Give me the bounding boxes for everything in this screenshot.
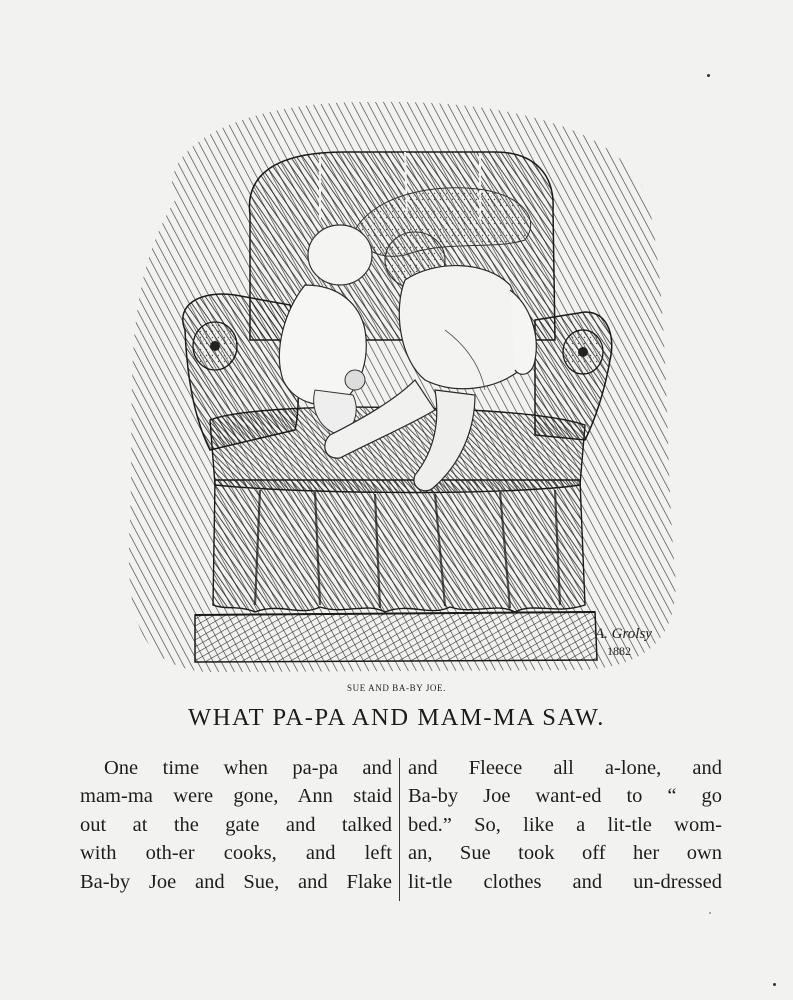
column-divider bbox=[399, 758, 400, 901]
armchair-drawing bbox=[115, 90, 685, 680]
svg-text:A. Grolsy: A. Grolsy bbox=[595, 626, 652, 642]
text-line: bed.” So, like a lit-tle wom- bbox=[408, 813, 722, 836]
text-line: Ba-by Joe and Sue, and Flake bbox=[80, 870, 392, 893]
illustration-caption: SUE AND BA-BY JOE. bbox=[347, 683, 446, 693]
svg-text:1882: 1882 bbox=[607, 644, 631, 658]
text-line: out at the gate and talked bbox=[80, 813, 392, 836]
text-line: with oth-er cooks, and left bbox=[80, 842, 392, 865]
chair-base bbox=[195, 612, 597, 662]
text-line: Ba-by Joe want-ed to “ go bbox=[408, 785, 722, 808]
text-line: an, Sue took off her own bbox=[408, 842, 722, 865]
paper-speck bbox=[709, 912, 711, 914]
engraving-illustration bbox=[115, 90, 685, 680]
text-column-left bbox=[80, 754, 392, 896]
text-column-right bbox=[408, 754, 722, 896]
paper-speck bbox=[773, 983, 776, 986]
text-line: One time when pa-pa and bbox=[104, 757, 392, 779]
chair-skirt bbox=[213, 480, 585, 612]
paper-speck bbox=[707, 74, 710, 77]
chapter-heading: WHAT PA-PA AND MAM-MA SAW. bbox=[188, 704, 605, 731]
text-line: and Fleece all a-lone, and bbox=[408, 757, 722, 779]
text-line: lit-tle clothes and un-dressed bbox=[408, 870, 722, 893]
text-line: mam-ma were gone, Ann staid bbox=[80, 785, 392, 808]
